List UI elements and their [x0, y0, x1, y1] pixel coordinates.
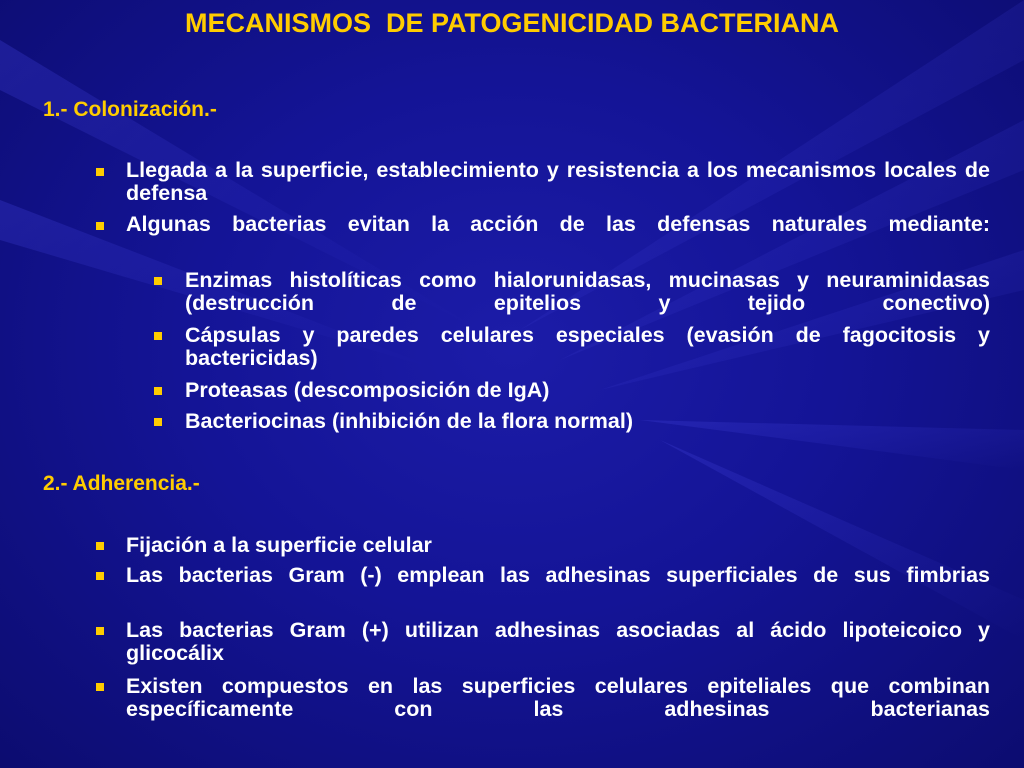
list-item: Enzimas histolíticas como hialorunidasas, mucinasas y neuraminidasas (destrucción de epitelios y tejido conectivo) [185, 268, 990, 315]
list-item: Cápsulas y paredes celulares especiales (evasión de fagocitosis y bactericidas) [185, 323, 990, 370]
bullet-square-icon [154, 277, 162, 285]
bullet-square-icon [96, 572, 104, 580]
bullet-square-icon [154, 332, 162, 340]
section-heading-colonizacion: 1.- Colonización.- [43, 98, 217, 121]
list-item: Fijación a la superficie celular [126, 533, 432, 557]
bullet-square-icon [96, 683, 104, 691]
list-item: Las bacterias Gram (-) emplean las adhesinas superficiales de sus fimbrias [126, 563, 990, 587]
list-item: Las bacterias Gram (+) utilizan adhesinas asociadas al ácido lipoteicoico y glicocálix [126, 618, 990, 665]
list-item: Existen compuestos en las superficies celulares epiteliales que combinan específicamente con las adhesinas bacterianas [126, 674, 990, 721]
list-item: Algunas bacterias evitan la acción de las defensas naturales mediante: [126, 212, 990, 236]
bullet-square-icon [154, 387, 162, 395]
list-item: Bacteriocinas (inhibición de la flora normal) [185, 409, 634, 433]
bullet-square-icon [154, 418, 162, 426]
list-item: Llegada a la superficie, establecimiento y resistencia a los mecanismos locales de defensa [126, 158, 990, 205]
bullet-square-icon [96, 222, 104, 230]
slide-title: MECANISMOS DE PATOGENICIDAD BACTERIANA [184, 8, 840, 38]
bullet-square-icon [96, 627, 104, 635]
bullet-square-icon [96, 542, 104, 550]
list-item: Proteasas (descomposición de IgA) [185, 378, 550, 402]
section-heading-adherencia: 2.- Adherencia.- [43, 472, 200, 495]
bullet-square-icon [96, 168, 104, 176]
